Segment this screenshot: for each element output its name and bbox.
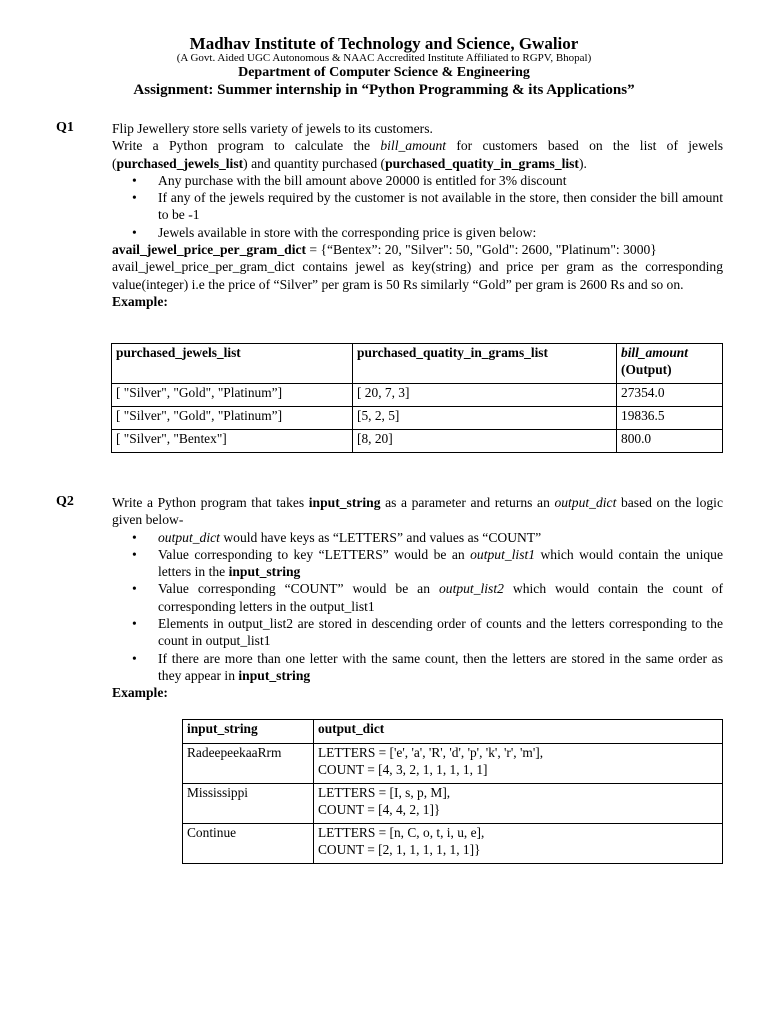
- table-header-cell: bill_amount (Output): [617, 344, 723, 384]
- table-cell: LETTERS = [n, C, o, t, i, u, e], COUNT = [2, 1, 1, 1, 1, 1, 1]}: [314, 824, 723, 864]
- table-cell: [ "Silver", "Gold", "Platinum”]: [112, 384, 353, 407]
- table-cell: [5, 2, 5]: [353, 407, 617, 430]
- q1-intro: Flip Jewellery store sells variety of jewels to its customers.: [112, 121, 433, 136]
- table-cell: Mississippi: [183, 784, 314, 824]
- table-header-cell: purchased_jewels_list: [112, 344, 353, 384]
- q2-body: [112, 494, 723, 702]
- q1-bullet-3: • Jewels available in store with the corresponding price is given below:: [132, 224, 537, 240]
- q2-bullet-4: • Elements in output_list2 are stored in descending order of counts and the letters corresponding to the count in output_list1: [132, 616, 723, 649]
- table-header-cell: output_dict: [314, 720, 723, 744]
- table-cell: [ "Silver", "Bentex"]: [112, 430, 353, 453]
- institute-title: Madhav Institute of Technology and Science, Gwalior: [189, 34, 579, 53]
- q2-bullet-2: • Value corresponding to key “LETTERS” would be an output_list1 which would contain the unique letters in the input_string: [132, 546, 723, 580]
- table-cell: LETTERS = [I, s, p, M], COUNT = [4, 4, 2, 1]}: [314, 784, 723, 824]
- table-row: [183, 824, 723, 864]
- table-cell: LETTERS = ['e', 'a', 'R', 'd', 'p', 'k', 'r', 'm'], COUNT = [4, 3, 2, 1, 1, 1, 1, 1]: [314, 744, 723, 784]
- q1-label: Q1: [56, 120, 74, 135]
- q1-example-table: [111, 343, 723, 453]
- q2-bullet-5: • If there are more than one letter with the same count, then the letters are stored in the same order as they appear in input_string: [132, 650, 723, 683]
- q1-paragraph: Write a Python program to calculate the bill_amount for customers based on the list of jewels (purchased_jewels_list) and quantity purchased (purchased_quatity_in_grams_list).: [112, 138, 724, 171]
- assignment-title: Assignment: Summer internship in “Python Programming & its Applications”: [133, 82, 635, 98]
- table-row: [112, 407, 723, 430]
- table-cell: [ 20, 7, 3]: [353, 384, 617, 407]
- table-cell: 19836.5: [617, 407, 723, 430]
- table-header-row: [112, 344, 723, 384]
- table-cell: [8, 20]: [353, 430, 617, 453]
- q1-example-label: Example:: [112, 293, 168, 309]
- table-row: [112, 384, 723, 407]
- table-header-cell: input_string: [183, 720, 314, 744]
- q1-body: [112, 120, 723, 310]
- table-row: [183, 784, 723, 824]
- q1-bullet-1: • Any purchase with the bill amount above 20000 is entitled for 3% discount: [132, 172, 567, 188]
- q1-bullet-2: • If any of the jewels required by the customer is not available in the store, then consider the bill amount to be -1: [132, 190, 723, 223]
- table-cell: RadeepeekaaRrm: [183, 744, 314, 784]
- q2-example-label: Example:: [112, 685, 168, 701]
- table-row: [183, 744, 723, 784]
- institute-affiliation: (A Govt. Aided UGC Autonomous & NAAC Accredited Institute Affiliated to RGPV, Bhopal): [176, 52, 592, 64]
- q2-example-table: [182, 719, 723, 864]
- table-cell: 27354.0: [617, 384, 723, 407]
- q1-price-dict: avail_jewel_price_per_gram_dict = {“Bentex”: 20, "Silver": 50, "Gold": 2600, "Platinum": 3000}: [112, 242, 657, 258]
- table-cell: Continue: [183, 824, 314, 864]
- q2-label: Q2: [56, 494, 74, 509]
- table-header-row: [183, 720, 723, 744]
- table-header-cell: purchased_quatity_in_grams_list: [353, 344, 617, 384]
- q2-bullet-3: • Value corresponding “COUNT” would be an output_list2 which would contain the count of corresponding letters in the output_list1: [132, 581, 723, 614]
- table-cell: [ "Silver", "Gold", "Platinum”]: [112, 407, 353, 430]
- q1-description: avail_jewel_price_per_gram_dict contains jewel as key(string) and price per gram as the corresponding value(integer) i.e the price of “Silver” per gram is 50 Rs similarly “Gold” per gram is 2600 Rs and so on.: [112, 259, 723, 292]
- q2-paragraph: Write a Python program that takes input_string as a parameter and returns an output_dict based on the logic given below-: [112, 495, 723, 528]
- table-cell: 800.0: [617, 430, 723, 453]
- q2-bullet-1: • output_dict would have keys as “LETTERS” and values as “COUNT”: [132, 529, 542, 545]
- table-row: [112, 430, 723, 453]
- department-title: Department of Computer Science & Engineering: [238, 65, 530, 80]
